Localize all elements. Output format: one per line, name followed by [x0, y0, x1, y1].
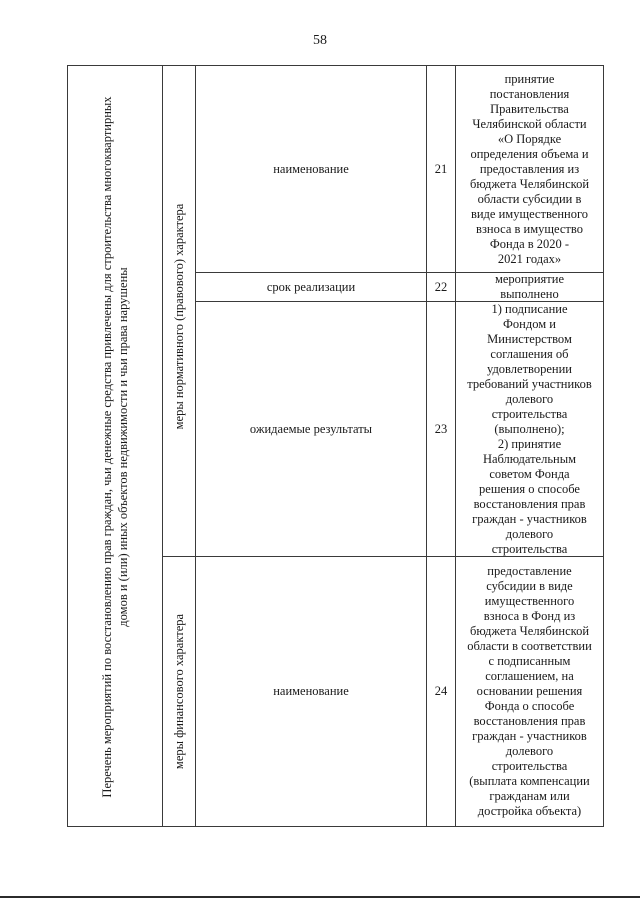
row-24-content-text: предоставление субсидии в виде имущественного взноса в Фонд из бюджета Челябинской области в соответствии с подписанным соглашением, на основании решения Фонда о способе восстановления прав граждан - участников долевого строительства (выплата компенсации гражданам или достройка объекта) — [467, 564, 592, 818]
row-22-content-text: мероприятие выполнено — [494, 272, 565, 301]
row-23-name: ожидаемые результаты — [249, 421, 373, 436]
section-title-line1: Перечень мероприятий по восстановлению прав граждан, чьи денежные средства привлечены для строительства многоквартирных — [100, 96, 114, 798]
scan-edge-line — [0, 896, 640, 898]
row-21-name: наименование — [273, 161, 349, 176]
group-label-normative: меры нормативного (правового) характера — [171, 203, 186, 430]
row-23-content — [456, 302, 603, 556]
section-title-line2: домов и (или) иных объектов недвижимости и чьи права нарушены — [116, 267, 130, 627]
row-22-number: 22 — [434, 279, 448, 294]
row-23-number: 23 — [434, 421, 448, 436]
page-number: 58 — [313, 33, 327, 48]
row-24-content — [456, 557, 603, 826]
row-24-number: 24 — [434, 684, 448, 698]
row-22-content — [456, 273, 603, 301]
row-21-number: 21 — [434, 161, 448, 176]
row-21-content — [456, 66, 603, 272]
row-23-content-text: 1) подписание Фондом и Министерством соглашения об удовлетворении требований участников долевого строительства (выполнено); 2) принятие Наблюдательным советом Фонда решения о способе восстановления прав граждан - участников долевого строительства — [467, 301, 592, 556]
group-label-financial: меры финансового характера — [171, 613, 186, 770]
row-24-name: наименование — [273, 684, 349, 698]
row-22-name: срок реализации — [266, 279, 356, 294]
table-border-bottom — [67, 826, 604, 827]
row-21-content-text: принятие постановления Правительства Челябинской области «О Порядке определения объема и предоставления из бюджета Челябинской области субсидии в виде имущественного взноса в имущество Фонда в 2020 - 2021 годах» — [469, 71, 590, 266]
table-border-right — [603, 65, 604, 827]
